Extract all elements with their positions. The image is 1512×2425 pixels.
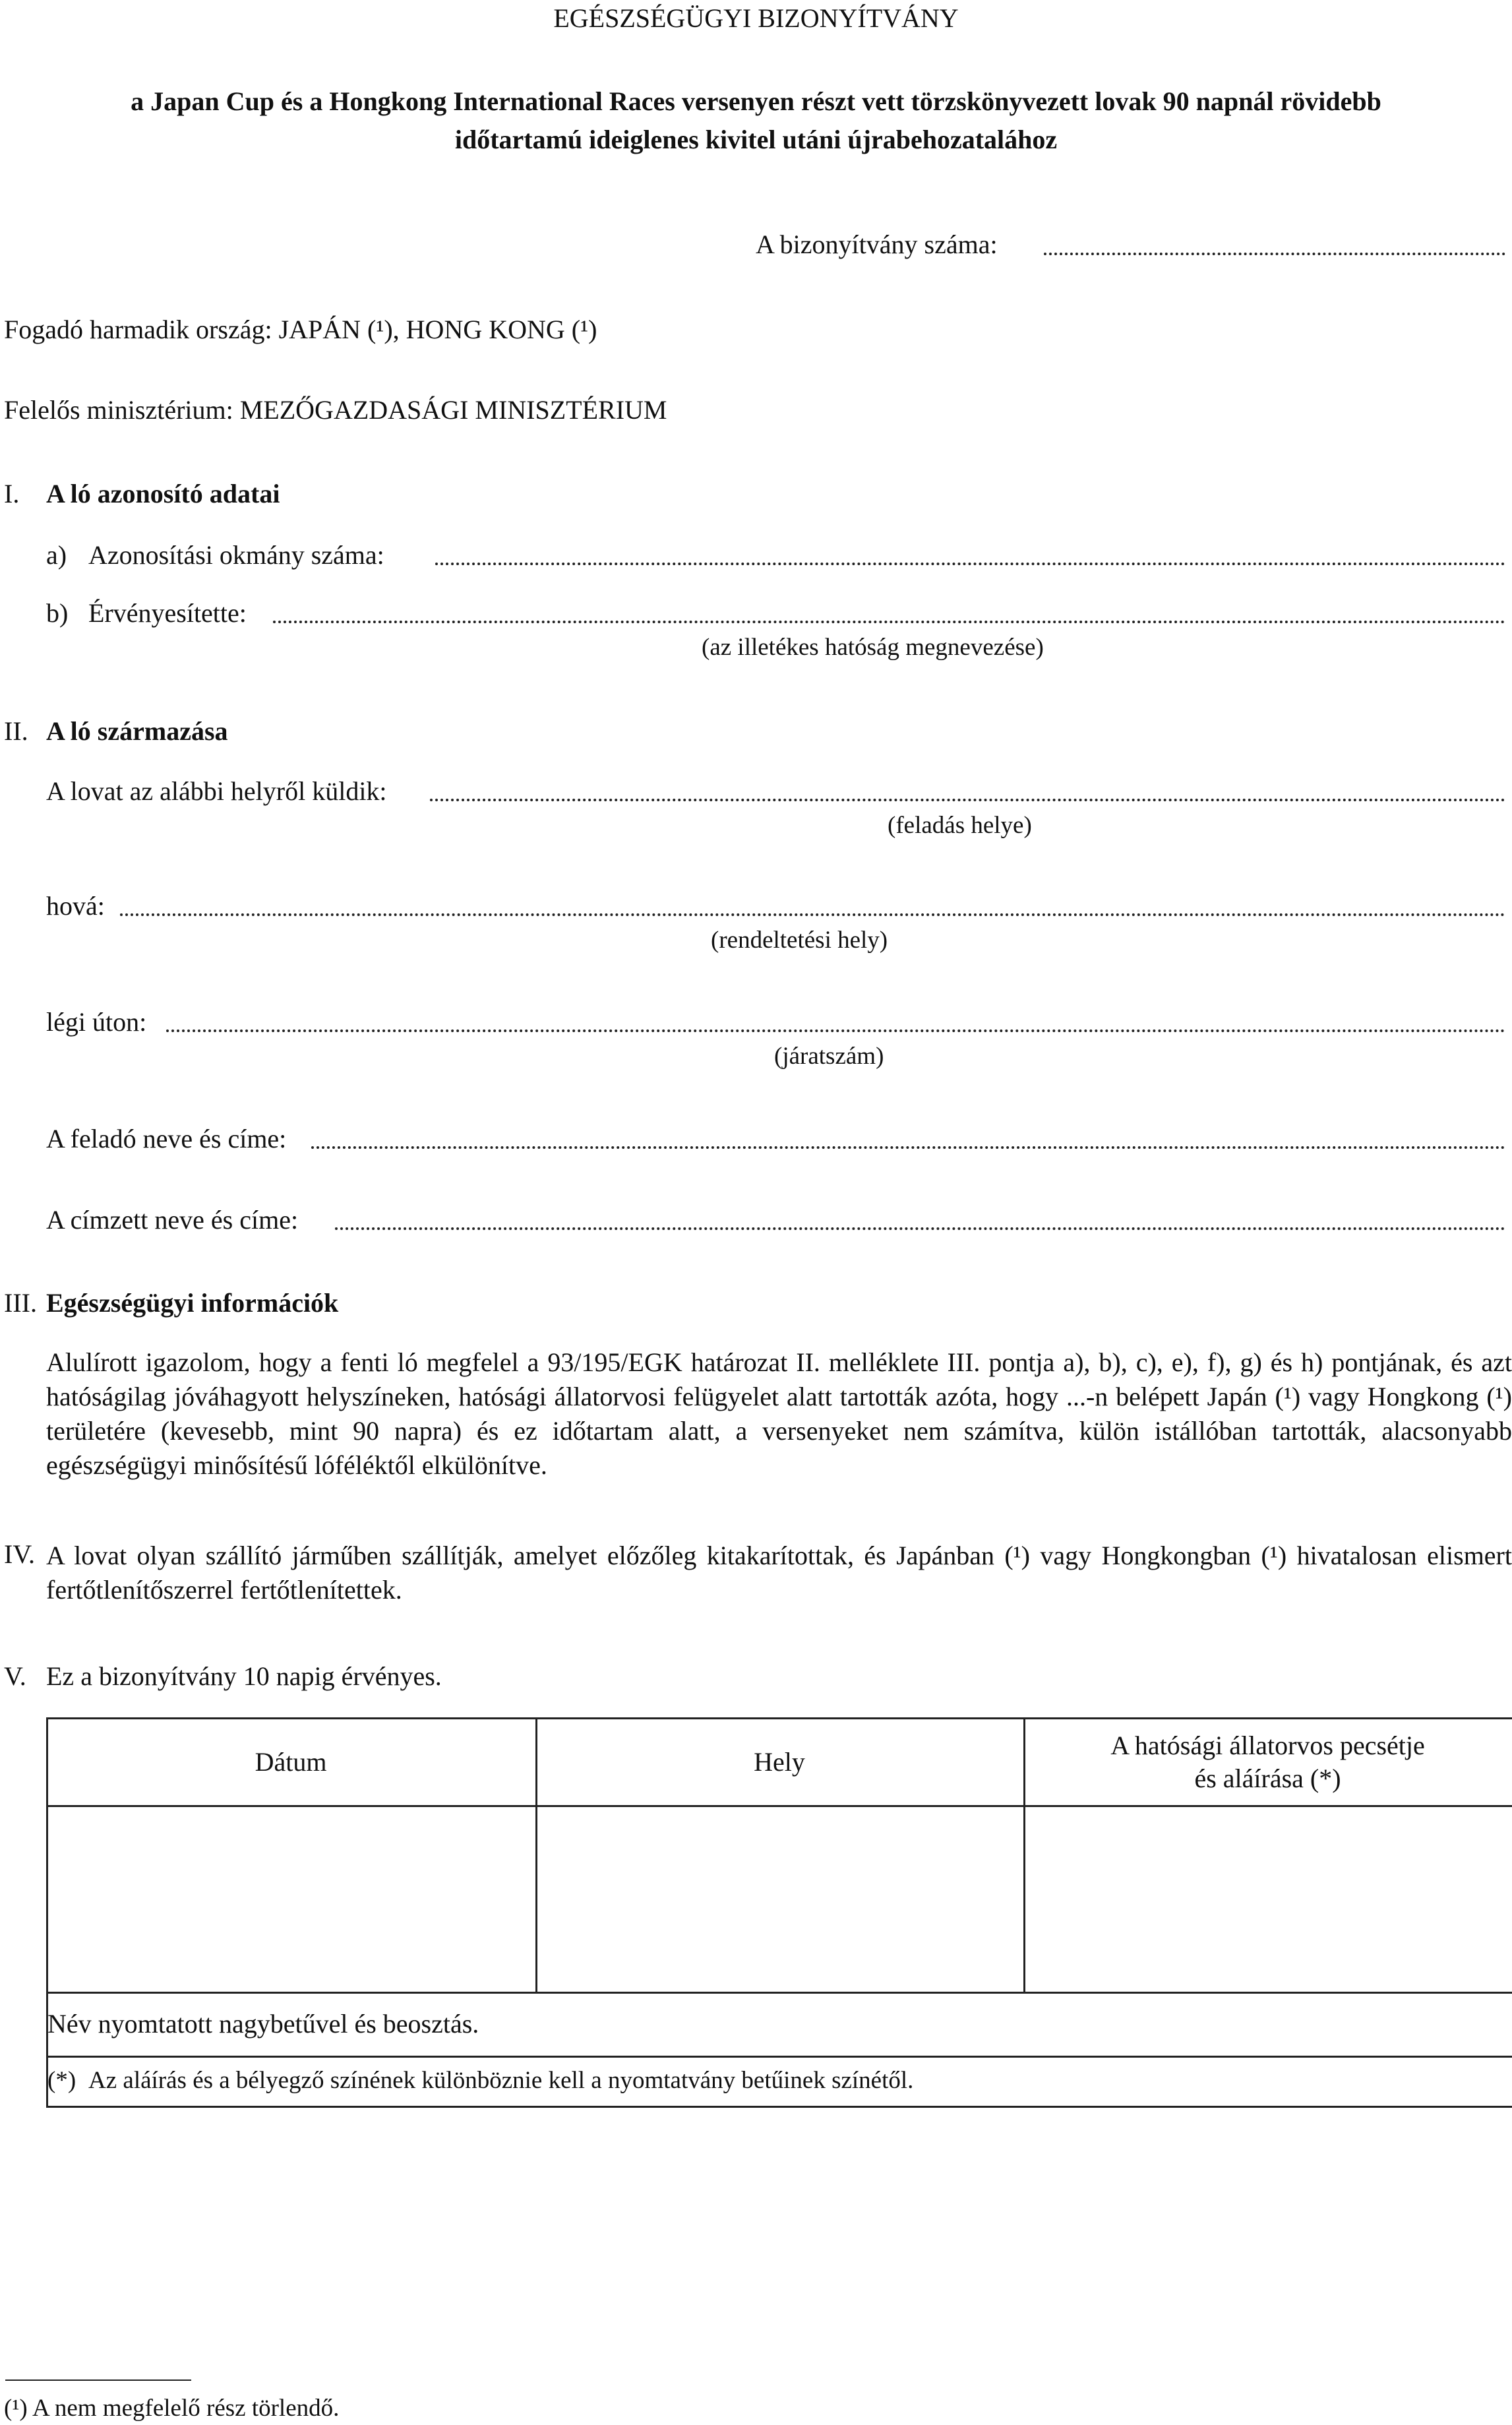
responsible-ministry: Felelős minisztérium: MEZŐGAZDASÁGI MINISZTÉRIUM [4, 395, 667, 425]
flight-number-field[interactable] [166, 1029, 1505, 1032]
footnote-separator [5, 2379, 191, 2381]
certificate-number-label: A bizonyítvány száma: [756, 230, 998, 259]
section5-number: V. [4, 1661, 26, 1691]
place-header: Hely [754, 1747, 805, 1777]
section2-number: II. [4, 716, 28, 746]
validated-by-label: Érvényesítette: [88, 598, 247, 628]
section1-title: A ló azonosító adatai [46, 479, 280, 508]
flight-label: légi úton: [46, 1007, 147, 1037]
certificate-number-field[interactable] [1044, 253, 1505, 255]
id-document-number-field[interactable] [435, 563, 1505, 565]
destination-label: hová: [46, 891, 105, 921]
receiving-country: Fogadó harmadik ország: JAPÁN (¹), HONG KONG (¹) [4, 315, 597, 344]
section5-text: Ez a bizonyítvány 10 napig érvényes. [46, 1661, 442, 1691]
destination-caption: (rendeltetési hely) [711, 927, 888, 954]
section3-text: Alulírott igazolom, hogy a fenti ló megfelel a 93/195/EGK határozat II. melléklete III. pontja a), b), c), e), f), g) és h) pontjának, és azt hatóságilag jóváhagyott helyszíneken, hatósági állatorvosi felügyelet alatt tartották azóta, hogy ...-n belépett Japán (¹) vagy Hongkong (¹) területére (kevesebb, mint 90 napra) és ez időtartam alatt, a versenyeket nem számítva, külön istállóban tartották, alacsonyabb egészségügyi minősítésű lóféléktől elkülönítve. [46, 1347, 1512, 1480]
section4-number: IV. [4, 1539, 36, 1569]
place-cell[interactable] [537, 1807, 1023, 1992]
table-sign-divider [46, 1992, 1512, 1994]
section3-number: III. [4, 1288, 37, 1318]
footnote: (¹) A nem megfelelő rész törlendő. [4, 2395, 340, 2422]
document-subtitle-line1: a Japan Cup és a Hongkong International Races versenyen részt vett törzskönyvezett lovak 90 napnál rövidebb [131, 86, 1381, 116]
dispatch-place-caption: (feladás helye) [888, 812, 1032, 839]
section2-title: A ló származása [46, 716, 228, 746]
validated-by-field[interactable] [273, 621, 1505, 623]
validated-by-caption: (az illetékes hatóság megnevezése) [702, 634, 1044, 661]
section3-title: Egészségügyi információk [46, 1288, 339, 1318]
section4-text: A lovat olyan szállító járműben szállítják, amelyet előzőleg kitakarítottak, és Japánban (¹) vagy Hongkongban (¹) hivatalosan elismert fertőtlenítőszerrel fertőtlenítettek. [46, 1541, 1512, 1605]
table-name-divider [46, 2056, 1512, 2058]
stamp-signature-cell[interactable] [1025, 1807, 1512, 1992]
section1a-label: a) [46, 540, 67, 570]
dispatch-place-label: A lovat az alábbi helyről küldik: [46, 776, 387, 806]
name-title-row: Név nyomtatott nagybetűvel és beosztás. [47, 2009, 479, 2039]
flight-number-caption: (járatszám) [774, 1043, 884, 1070]
document-title: EGÉSZSÉGÜGYI BIZONYÍTVÁNY [553, 3, 959, 33]
document-subtitle-line2: időtartamú ideiglenes kivitel utáni újrabehozatalához [454, 125, 1058, 154]
table-note-mark: (*) [47, 2067, 76, 2094]
table-note-text: Az aláírás és a bélyegző színének különböznie kell a nyomtatvány betűinek színétől. [88, 2067, 914, 2094]
section1-number: I. [4, 479, 20, 508]
consignee-field[interactable] [335, 1227, 1505, 1230]
stamp-signature-header: A hatósági állatorvos pecsétje és aláírása (*) [1110, 1730, 1425, 1793]
date-cell[interactable] [48, 1807, 535, 1992]
section1b-label: b) [46, 598, 69, 628]
table-bottom-border [46, 2106, 1512, 2108]
destination-field[interactable] [120, 913, 1505, 916]
id-document-number-label: Azonosítási okmány száma: [88, 540, 384, 570]
sender-label: A feladó neve és címe: [46, 1124, 287, 1153]
dispatch-place-field[interactable] [430, 799, 1505, 801]
sender-field[interactable] [311, 1146, 1505, 1149]
consignee-label: A címzett neve és címe: [46, 1205, 299, 1235]
date-header: Dátum [255, 1747, 327, 1777]
